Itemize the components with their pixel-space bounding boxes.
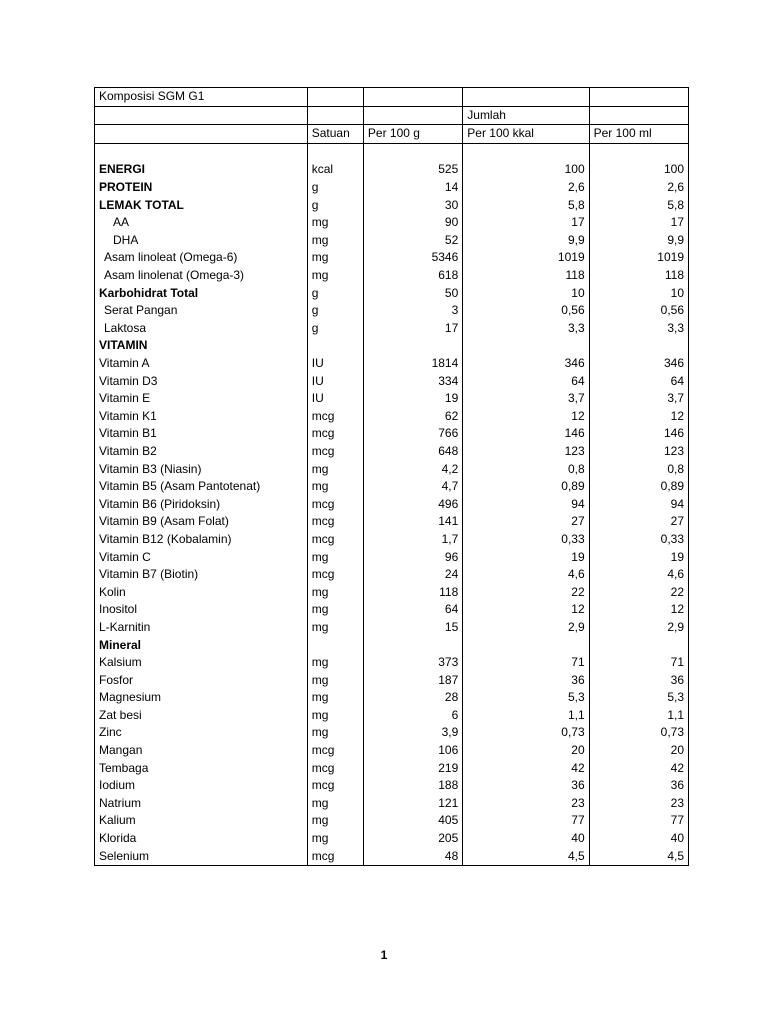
per-100ml-cell: 19 — [589, 548, 688, 566]
table-row — [95, 707, 689, 725]
unit-cell: mg — [307, 584, 363, 602]
per-100g-cell: 334 — [363, 373, 462, 391]
per-100g-cell: 766 — [363, 425, 462, 443]
nutrient-name: ENERGI — [95, 161, 308, 179]
column-header-row — [95, 125, 689, 144]
unit-cell: mg — [307, 249, 363, 267]
nutrient-name: Vitamin B7 (Biotin) — [95, 566, 308, 584]
per-100ml-cell: 100 — [589, 161, 688, 179]
nutrient-name: L-Karnitin — [95, 619, 308, 637]
per-100g-cell: 6 — [363, 707, 462, 725]
per-100g-cell: 1,7 — [363, 531, 462, 549]
table-row — [95, 672, 689, 690]
unit-cell — [307, 337, 363, 355]
per-100kkal-cell: 36 — [463, 672, 589, 690]
per-100g-cell: 496 — [363, 496, 462, 514]
per-100g-cell: 4,7 — [363, 478, 462, 496]
per-100ml-cell: 0,8 — [589, 460, 688, 478]
nutrient-name: Asam linolenat (Omega-3) — [95, 267, 308, 285]
unit-cell: mg — [307, 795, 363, 813]
nutrient-name: Vitamin B6 (Piridoksin) — [95, 496, 308, 514]
per-100ml-cell: 77 — [589, 812, 688, 830]
nutrient-name: Inositol — [95, 601, 308, 619]
per-100g-cell: 30 — [363, 197, 462, 215]
per-100ml-cell: 20 — [589, 742, 688, 760]
nutrient-name: Kalium — [95, 812, 308, 830]
table-row — [95, 460, 689, 478]
per-100kkal-cell: 17 — [463, 214, 589, 232]
table-row — [95, 584, 689, 602]
unit-cell: mcg — [307, 408, 363, 426]
table-row — [95, 724, 689, 742]
per-100g-cell: 90 — [363, 214, 462, 232]
per-100ml-cell: 22 — [589, 584, 688, 602]
unit-cell: mg — [307, 460, 363, 478]
unit-cell: mcg — [307, 742, 363, 760]
group-header-row — [95, 106, 689, 125]
per-100kkal-cell: 27 — [463, 513, 589, 531]
per-100kkal-cell: 5,8 — [463, 197, 589, 215]
per-100g-cell: 118 — [363, 584, 462, 602]
table-row — [95, 337, 689, 355]
unit-cell: mg — [307, 478, 363, 496]
per-100kkal-cell: 4,6 — [463, 566, 589, 584]
table-row — [95, 795, 689, 813]
per-100g-cell: 141 — [363, 513, 462, 531]
per-100kkal-cell: 12 — [463, 601, 589, 619]
per-100ml-cell — [589, 636, 688, 654]
per-100kkal-cell: 23 — [463, 795, 589, 813]
per-100ml-cell: 42 — [589, 760, 688, 778]
table-row — [95, 302, 689, 320]
per-100g-cell: 52 — [363, 232, 462, 250]
nutrient-name: Natrium — [95, 795, 308, 813]
unit-cell: mg — [307, 232, 363, 250]
per-100ml-cell: 40 — [589, 830, 688, 848]
per-100g-cell: 373 — [363, 654, 462, 672]
nutrient-name: LEMAK TOTAL — [95, 197, 308, 215]
per-100kkal-cell: 100 — [463, 161, 589, 179]
per-100g-cell: 24 — [363, 566, 462, 584]
per-100g-cell: 648 — [363, 443, 462, 461]
per-100kkal-cell: 77 — [463, 812, 589, 830]
unit-cell: IU — [307, 373, 363, 391]
unit-cell: mg — [307, 601, 363, 619]
per-100kkal-cell: 71 — [463, 654, 589, 672]
per-100g-cell: 188 — [363, 777, 462, 795]
table-row — [95, 654, 689, 672]
nutrient-name: Vitamin B3 (Niasin) — [95, 460, 308, 478]
nutrient-name: AA — [95, 214, 308, 232]
unit-cell: g — [307, 179, 363, 197]
per-100kkal-cell — [463, 337, 589, 355]
group-header-jumlah: Jumlah — [463, 106, 589, 125]
unit-cell: mcg — [307, 777, 363, 795]
per-100kkal-cell: 0,8 — [463, 460, 589, 478]
table-row — [95, 373, 689, 391]
table-row — [95, 531, 689, 549]
nutrient-name: Vitamin B12 (Kobalamin) — [95, 531, 308, 549]
per-100ml-cell: 3,3 — [589, 320, 688, 338]
per-100ml-cell: 118 — [589, 267, 688, 285]
per-100g-cell: 19 — [363, 390, 462, 408]
nutrient-name: Asam linoleat (Omega-6) — [95, 249, 308, 267]
per-100g-cell: 4,2 — [363, 460, 462, 478]
unit-cell: mg — [307, 724, 363, 742]
per-100kkal-cell: 42 — [463, 760, 589, 778]
per-100ml-cell: 36 — [589, 672, 688, 690]
unit-cell: mg — [307, 812, 363, 830]
table-row — [95, 760, 689, 778]
per-100ml-cell: 64 — [589, 373, 688, 391]
table-row — [95, 443, 689, 461]
nutrient-name: Zinc — [95, 724, 308, 742]
unit-cell: mcg — [307, 513, 363, 531]
table-row — [95, 285, 689, 303]
per-100kkal-cell: 0,73 — [463, 724, 589, 742]
table-row — [95, 777, 689, 795]
nutrient-name: Iodium — [95, 777, 308, 795]
per-100g-cell: 17 — [363, 320, 462, 338]
per-100g-cell: 106 — [363, 742, 462, 760]
unit-cell: mg — [307, 619, 363, 637]
nutrient-name: Selenium — [95, 848, 308, 866]
nutrient-name: Kalsium — [95, 654, 308, 672]
per-100kkal-cell: 0,89 — [463, 478, 589, 496]
unit-cell: g — [307, 197, 363, 215]
per-100ml-cell: 10 — [589, 285, 688, 303]
per-100ml-cell: 1019 — [589, 249, 688, 267]
per-100kkal-cell: 146 — [463, 425, 589, 443]
per-100g-cell: 187 — [363, 672, 462, 690]
nutrient-name: Vitamin B9 (Asam Folat) — [95, 513, 308, 531]
unit-cell: mg — [307, 267, 363, 285]
per-100ml-cell — [589, 337, 688, 355]
per-100kkal-cell: 1019 — [463, 249, 589, 267]
unit-cell: mg — [307, 672, 363, 690]
nutrient-name: Serat Pangan — [95, 302, 308, 320]
column-header-per-100ml: Per 100 ml — [589, 125, 688, 144]
per-100kkal-cell: 346 — [463, 355, 589, 373]
unit-cell: mcg — [307, 443, 363, 461]
table-row — [95, 513, 689, 531]
column-header-per-100g: Per 100 g — [363, 125, 462, 144]
per-100ml-cell: 12 — [589, 601, 688, 619]
per-100g-cell — [363, 636, 462, 654]
table-row — [95, 179, 689, 197]
per-100g-cell: 50 — [363, 285, 462, 303]
table-title-row — [95, 88, 689, 107]
nutrient-name: Mangan — [95, 742, 308, 760]
nutrient-name: Vitamin B2 — [95, 443, 308, 461]
per-100ml-cell: 0,89 — [589, 478, 688, 496]
table-row — [95, 742, 689, 760]
per-100kkal-cell: 123 — [463, 443, 589, 461]
per-100ml-cell: 2,9 — [589, 619, 688, 637]
nutrient-name: Laktosa — [95, 320, 308, 338]
per-100kkal-cell: 22 — [463, 584, 589, 602]
nutrient-name: Fosfor — [95, 672, 308, 690]
per-100ml-cell: 123 — [589, 443, 688, 461]
spacer-row — [95, 143, 689, 161]
per-100ml-cell: 0,73 — [589, 724, 688, 742]
per-100kkal-cell: 40 — [463, 830, 589, 848]
table-title: Komposisi SGM G1 — [95, 88, 308, 107]
nutrient-name: Tembaga — [95, 760, 308, 778]
per-100ml-cell: 27 — [589, 513, 688, 531]
per-100ml-cell: 5,3 — [589, 689, 688, 707]
per-100kkal-cell: 5,3 — [463, 689, 589, 707]
table-row — [95, 355, 689, 373]
per-100g-cell: 62 — [363, 408, 462, 426]
unit-cell: IU — [307, 390, 363, 408]
nutrient-name: Zat besi — [95, 707, 308, 725]
table-row — [95, 812, 689, 830]
column-header-per-100kkal: Per 100 kkal — [463, 125, 589, 144]
per-100kkal-cell: 3,7 — [463, 390, 589, 408]
per-100kkal-cell: 0,33 — [463, 531, 589, 549]
table-row — [95, 425, 689, 443]
unit-cell: mg — [307, 689, 363, 707]
unit-cell: mg — [307, 830, 363, 848]
per-100kkal-cell: 12 — [463, 408, 589, 426]
per-100ml-cell: 71 — [589, 654, 688, 672]
per-100ml-cell: 0,56 — [589, 302, 688, 320]
per-100g-cell: 14 — [363, 179, 462, 197]
nutrient-name: Klorida — [95, 830, 308, 848]
unit-cell: mg — [307, 707, 363, 725]
unit-cell: mg — [307, 214, 363, 232]
unit-cell: mg — [307, 654, 363, 672]
per-100kkal-cell: 2,6 — [463, 179, 589, 197]
per-100kkal-cell: 4,5 — [463, 848, 589, 866]
per-100kkal-cell: 10 — [463, 285, 589, 303]
per-100g-cell: 3 — [363, 302, 462, 320]
per-100kkal-cell — [463, 636, 589, 654]
nutrient-name: Kolin — [95, 584, 308, 602]
per-100kkal-cell: 9,9 — [463, 232, 589, 250]
table-row — [95, 232, 689, 250]
per-100kkal-cell: 64 — [463, 373, 589, 391]
unit-cell: g — [307, 302, 363, 320]
per-100kkal-cell: 118 — [463, 267, 589, 285]
per-100ml-cell: 146 — [589, 425, 688, 443]
unit-cell: mg — [307, 548, 363, 566]
nutrient-name: Vitamin B5 (Asam Pantotenat) — [95, 478, 308, 496]
per-100ml-cell: 346 — [589, 355, 688, 373]
table-row — [95, 197, 689, 215]
nutrient-name: Magnesium — [95, 689, 308, 707]
nutrient-name: Vitamin E — [95, 390, 308, 408]
table-row — [95, 214, 689, 232]
per-100ml-cell: 36 — [589, 777, 688, 795]
per-100ml-cell: 1,1 — [589, 707, 688, 725]
table-row — [95, 249, 689, 267]
table-row — [95, 830, 689, 848]
nutrient-name: DHA — [95, 232, 308, 250]
nutrient-name: Vitamin D3 — [95, 373, 308, 391]
nutrient-name: Karbohidrat Total — [95, 285, 308, 303]
per-100g-cell: 405 — [363, 812, 462, 830]
unit-cell: mcg — [307, 566, 363, 584]
per-100ml-cell: 4,6 — [589, 566, 688, 584]
per-100ml-cell: 9,9 — [589, 232, 688, 250]
per-100g-cell: 28 — [363, 689, 462, 707]
table-row — [95, 689, 689, 707]
nutrient-name: Mineral — [95, 636, 308, 654]
nutrient-name: PROTEIN — [95, 179, 308, 197]
per-100kkal-cell: 20 — [463, 742, 589, 760]
per-100ml-cell: 5,8 — [589, 197, 688, 215]
table-row — [95, 267, 689, 285]
unit-cell: mcg — [307, 425, 363, 443]
table-row — [95, 161, 689, 179]
per-100g-cell: 205 — [363, 830, 462, 848]
per-100g-cell: 15 — [363, 619, 462, 637]
per-100ml-cell: 4,5 — [589, 848, 688, 866]
per-100kkal-cell: 1,1 — [463, 707, 589, 725]
per-100g-cell: 219 — [363, 760, 462, 778]
unit-cell: g — [307, 285, 363, 303]
per-100ml-cell: 3,7 — [589, 390, 688, 408]
page-number: 1 — [380, 948, 388, 962]
table-row — [95, 848, 689, 866]
unit-cell: mcg — [307, 848, 363, 866]
table-row — [95, 636, 689, 654]
table-row — [95, 619, 689, 637]
per-100kkal-cell: 94 — [463, 496, 589, 514]
per-100g-cell — [363, 337, 462, 355]
table-row — [95, 478, 689, 496]
per-100g-cell: 5346 — [363, 249, 462, 267]
table-row — [95, 566, 689, 584]
table-row — [95, 601, 689, 619]
per-100g-cell: 525 — [363, 161, 462, 179]
nutrient-name: Vitamin B1 — [95, 425, 308, 443]
unit-cell: kcal — [307, 161, 363, 179]
per-100g-cell: 618 — [363, 267, 462, 285]
composition-table — [94, 87, 689, 866]
per-100ml-cell: 94 — [589, 496, 688, 514]
per-100g-cell: 121 — [363, 795, 462, 813]
nutrient-name: Vitamin A — [95, 355, 308, 373]
per-100ml-cell: 12 — [589, 408, 688, 426]
unit-cell: mcg — [307, 760, 363, 778]
nutrient-name: Vitamin K1 — [95, 408, 308, 426]
per-100kkal-cell: 36 — [463, 777, 589, 795]
per-100kkal-cell: 0,56 — [463, 302, 589, 320]
nutrient-name: Vitamin C — [95, 548, 308, 566]
unit-cell — [307, 636, 363, 654]
unit-cell: g — [307, 320, 363, 338]
per-100g-cell: 64 — [363, 601, 462, 619]
table-row — [95, 408, 689, 426]
per-100g-cell: 48 — [363, 848, 462, 866]
per-100ml-cell: 23 — [589, 795, 688, 813]
column-header-satuan: Satuan — [307, 125, 363, 144]
per-100ml-cell: 17 — [589, 214, 688, 232]
table-row — [95, 390, 689, 408]
per-100kkal-cell: 19 — [463, 548, 589, 566]
unit-cell: mcg — [307, 531, 363, 549]
per-100g-cell: 3,9 — [363, 724, 462, 742]
table-row — [95, 548, 689, 566]
per-100g-cell: 96 — [363, 548, 462, 566]
table-row — [95, 320, 689, 338]
unit-cell: IU — [307, 355, 363, 373]
per-100ml-cell: 0,33 — [589, 531, 688, 549]
per-100kkal-cell: 3,3 — [463, 320, 589, 338]
per-100g-cell: 1814 — [363, 355, 462, 373]
table-row — [95, 496, 689, 514]
per-100kkal-cell: 2,9 — [463, 619, 589, 637]
per-100ml-cell: 2,6 — [589, 179, 688, 197]
nutrient-name: VITAMIN — [95, 337, 308, 355]
unit-cell: mcg — [307, 496, 363, 514]
